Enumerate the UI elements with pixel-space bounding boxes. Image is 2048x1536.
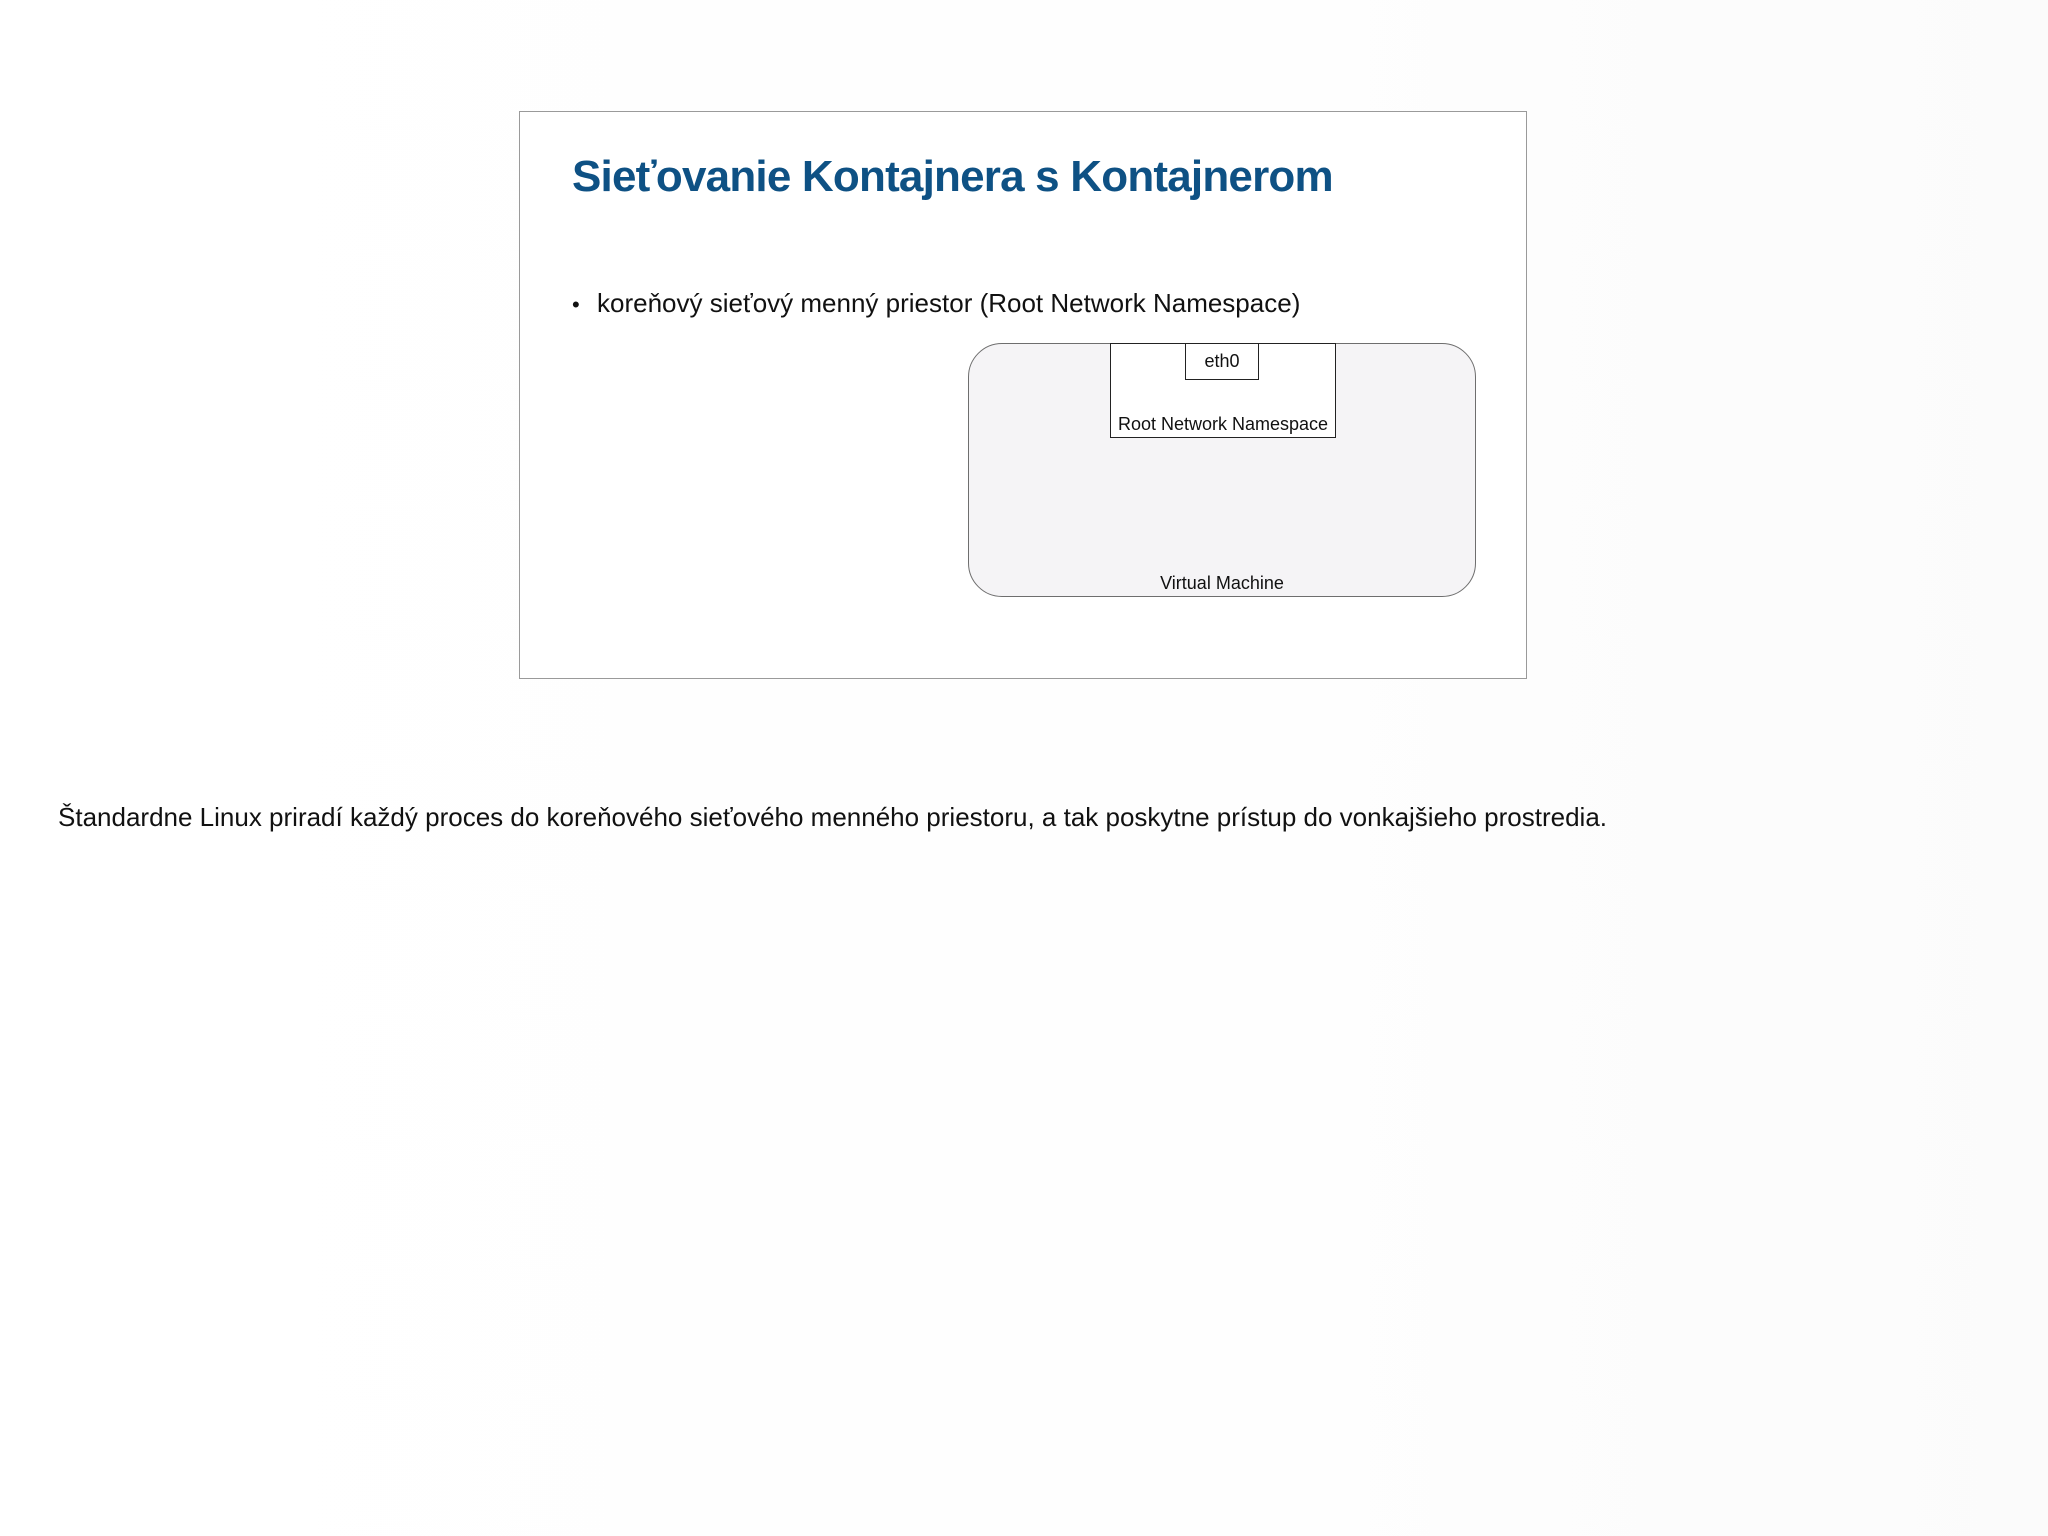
root-namespace-box [1110, 343, 1336, 438]
bullet-item [572, 288, 1300, 319]
slide-title: Sieťovanie Kontajnera s Kontajnerom [572, 152, 1333, 201]
bullet-dot: • [572, 292, 580, 317]
speaker-notes: Štandardne Linux priradí každý proces do koreňového sieťového menného priestoru, a tak poskytne prístup do vonkajšieho prostredia. [58, 802, 1608, 832]
bullet-list [572, 288, 1300, 319]
virtual-machine-box [968, 343, 1476, 597]
virtual-machine-label: Virtual Machine [1160, 573, 1284, 593]
bullet-text: koreňový sieťový menný priestor (Root Network Namespace) [597, 288, 1301, 318]
root-namespace-label: Root Network Namespace [1117, 414, 1329, 434]
slide-thumbnail [519, 111, 1527, 679]
eth0-interface-box: eth0 [1185, 343, 1259, 380]
